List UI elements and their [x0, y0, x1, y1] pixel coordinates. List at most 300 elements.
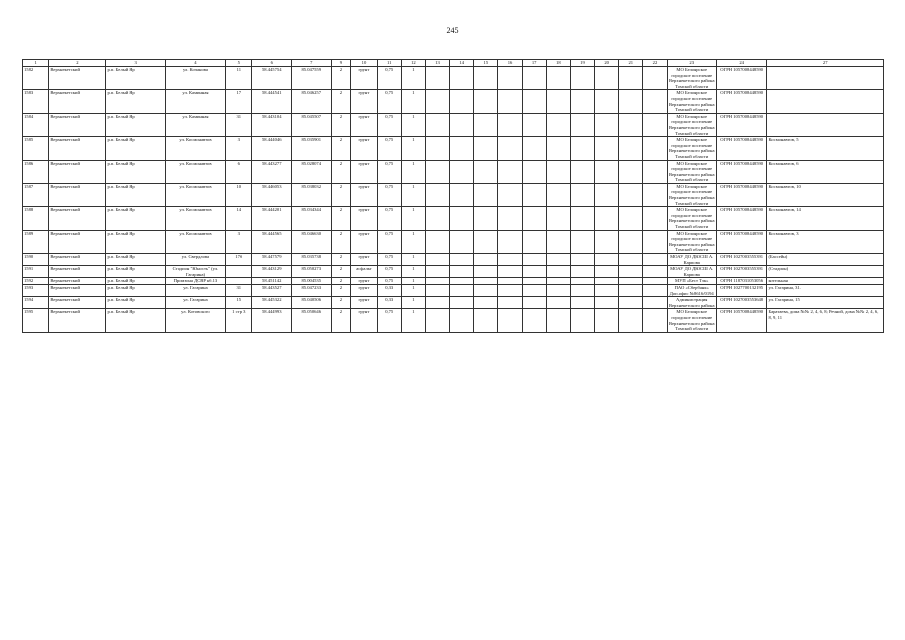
empty-cell: [474, 90, 498, 113]
cell-district: Верхнекетский: [49, 207, 106, 230]
empty-cell: [643, 266, 667, 278]
cell-surface: грунт: [351, 160, 377, 183]
empty-cell: [474, 278, 498, 285]
cell-ogrn: ОГРН 1027003553648: [716, 297, 767, 309]
cell-source: котельная: [767, 278, 884, 285]
cell-source: [767, 90, 884, 113]
empty-cell: [450, 230, 474, 253]
cell-ogrn: ОГРН 1057008448590: [716, 183, 767, 206]
column-header: 15: [474, 60, 498, 67]
cell-lat: 58.443129: [252, 266, 292, 278]
cell-owner: МО Белоярское городское поселение Верхнекетского района Томской области: [668, 183, 715, 206]
empty-cell: [522, 309, 546, 332]
empty-cell: [474, 297, 498, 309]
cell-lat: 58.451142: [252, 278, 292, 285]
cell-settlement: р.п. Белый Яр: [106, 230, 165, 253]
cell-n: 1586: [23, 160, 49, 183]
empty-cell: [450, 309, 474, 332]
empty-cell: [595, 207, 619, 230]
cell-area: 0,75: [377, 309, 401, 332]
header-row: [23, 60, 884, 67]
cell-district: Верхнекетский: [49, 284, 106, 296]
column-header: 22: [643, 60, 667, 67]
cell-n: 1595: [23, 309, 49, 332]
cell-lon: 85.040506: [292, 297, 332, 309]
cell-lat: 58.446053: [252, 183, 292, 206]
cell-owner: ПАО «Сбербанк» Доп.офис №8616/0194: [667, 284, 716, 296]
empty-cell: [450, 90, 474, 113]
empty-cell: [498, 284, 522, 296]
empty-cell: [425, 254, 449, 266]
cell-n: 1591: [23, 266, 49, 278]
cell-district: Верхнекетский: [49, 297, 106, 309]
empty-cell: [546, 90, 570, 113]
empty-cell: [570, 183, 594, 206]
cell-source: [767, 67, 884, 90]
cell-surface: грунт: [351, 67, 377, 90]
empty-cell: [522, 160, 546, 183]
empty-cell: [474, 183, 498, 206]
cell-district: Верхнекетский: [49, 230, 106, 253]
column-header: 21: [619, 60, 643, 67]
cell-source: (Бассейн): [767, 254, 884, 266]
empty-cell: [595, 137, 619, 160]
empty-cell: [425, 160, 449, 183]
empty-cell: [595, 160, 619, 183]
empty-cell: [643, 309, 667, 332]
empty-cell: [498, 254, 522, 266]
empty-cell: [570, 284, 594, 296]
cell-count: 2: [331, 278, 351, 285]
cell-settlement: р.п. Белый Яр: [106, 297, 165, 309]
cell-street: ул. Каминная: [165, 113, 225, 136]
cell-lon: 85.047559: [292, 67, 332, 90]
empty-cell: [570, 207, 594, 230]
column-header: 17: [522, 60, 546, 67]
empty-cell: [595, 297, 619, 309]
empty-cell: [498, 113, 522, 136]
cell-surface: асфальт: [351, 266, 377, 278]
empty-cell: [619, 278, 643, 285]
cell-owner: МОАУ ДО ДЮСШ А. Карпова: [667, 254, 716, 266]
empty-cell: [643, 90, 667, 113]
cell-source: Космонавтов, 14: [767, 207, 884, 230]
cell-source: Космонавтов, 10: [767, 183, 884, 206]
cell-surface: грунт: [351, 254, 377, 266]
cell-count: 2: [331, 90, 351, 113]
empty-cell: [595, 230, 619, 253]
cell-area: 0,75: [377, 207, 401, 230]
empty-cell: [450, 278, 474, 285]
cell-district: Верхнекетский: [49, 254, 106, 266]
cell-lon: 85.035901: [292, 137, 332, 160]
cell-cont: 1: [401, 266, 425, 278]
empty-cell: [474, 266, 498, 278]
cell-cont: 1: [401, 207, 425, 230]
cell-source: ул. Гагарина, 15: [767, 297, 884, 309]
cell-owner: МО Белоярское городское поселение Верхнекетского района Томской области: [668, 160, 715, 183]
cell-owner: МО Белоярское городское поселение Верхнекетского района Томской области: [668, 309, 715, 332]
cell-lat: 58.443104: [252, 113, 292, 136]
cell-cont: 1: [401, 183, 425, 206]
cell-settlement: р.п. Белый Яр: [106, 254, 165, 266]
empty-cell: [619, 207, 643, 230]
empty-cell: [498, 309, 522, 332]
empty-cell: [546, 254, 570, 266]
cell-house: 3: [226, 230, 252, 253]
empty-cell: [570, 266, 594, 278]
cell-area: 0,33: [377, 297, 401, 309]
empty-cell: [570, 137, 594, 160]
cell-street: ул. Каминная: [165, 90, 225, 113]
empty-cell: [425, 90, 449, 113]
empty-cell: [643, 160, 667, 183]
empty-cell: [546, 284, 570, 296]
empty-cell: [619, 67, 643, 90]
empty-cell: [522, 284, 546, 296]
empty-cell: [643, 278, 667, 285]
cell-house: 3: [226, 137, 252, 160]
cell-n: 1585: [23, 137, 49, 160]
empty-cell: [546, 278, 570, 285]
empty-cell: [570, 90, 594, 113]
column-header: 10: [351, 60, 377, 67]
cell-lon: 85.046257: [292, 90, 332, 113]
empty-cell: [425, 230, 449, 253]
cell-house: 17б: [226, 254, 252, 266]
cell-cont: 1: [401, 90, 425, 113]
table-row: [23, 113, 884, 136]
empty-cell: [546, 297, 570, 309]
cell-house: 31: [226, 284, 252, 296]
empty-cell: [595, 266, 619, 278]
cell-owner: МО Белоярское городское поселение Верхнекетского района Томской области: [668, 230, 715, 253]
column-header: 13: [425, 60, 449, 67]
cell-lat: 58.447579: [252, 254, 292, 266]
empty-cell: [619, 266, 643, 278]
table-row: [23, 266, 884, 278]
cell-settlement: р.п. Белый Яр: [106, 309, 165, 332]
empty-cell: [474, 284, 498, 296]
column-header: 12: [401, 60, 425, 67]
empty-cell: [522, 137, 546, 160]
cell-ogrn: ОГРН 1057008448590: [716, 90, 767, 113]
column-header: 27: [767, 60, 884, 67]
column-header: 4: [165, 60, 225, 67]
table-row: [23, 297, 884, 309]
cell-source: [767, 113, 884, 136]
cell-count: 2: [331, 284, 351, 296]
table-row: [23, 284, 884, 296]
empty-cell: [450, 207, 474, 230]
empty-cell: [595, 254, 619, 266]
empty-cell: [425, 67, 449, 90]
empty-cell: [546, 266, 570, 278]
empty-cell: [619, 297, 643, 309]
empty-cell: [595, 90, 619, 113]
empty-cell: [474, 160, 498, 183]
cell-lon: 85.047233: [292, 284, 332, 296]
cell-area: 0,75: [377, 230, 401, 253]
column-header: 7: [292, 60, 332, 67]
cell-lon: 85.028074: [292, 160, 332, 183]
cell-owner: Администрация Верхнекетского района: [668, 297, 715, 308]
cell-cont: 1: [401, 160, 425, 183]
cell-surface: грунт: [351, 183, 377, 206]
table-row: [23, 183, 884, 206]
cell-owner: МО Белоярское городское поселение Верхнекетского района Томской области: [668, 207, 715, 230]
empty-cell: [619, 230, 643, 253]
cell-count: 2: [331, 67, 351, 90]
cell-lat: 58.444993: [252, 309, 292, 332]
cell-lon: 85.038032: [292, 183, 332, 206]
column-header: 18: [546, 60, 570, 67]
cell-area: 0,75: [377, 278, 401, 285]
cell-count: 2: [331, 183, 351, 206]
empty-cell: [619, 284, 643, 296]
cell-lat: 58.445322: [252, 297, 292, 309]
table-row: [23, 254, 884, 266]
registry-table: [22, 59, 884, 333]
cell-cont: 1: [401, 137, 425, 160]
table-row: [23, 309, 884, 332]
table-row: [23, 137, 884, 160]
empty-cell: [595, 278, 619, 285]
cell-source: (Стадион): [767, 266, 884, 278]
cell-count: 2: [331, 207, 351, 230]
cell-area: 0,75: [377, 113, 401, 136]
cell-street: ул. Космонавтов: [165, 183, 225, 206]
column-header: 6: [252, 60, 292, 67]
cell-house: [226, 278, 252, 285]
empty-cell: [425, 207, 449, 230]
cell-settlement: р.п. Белый Яр: [106, 207, 165, 230]
cell-area: 0,75: [377, 266, 401, 278]
column-header: 9: [331, 60, 351, 67]
empty-cell: [546, 160, 570, 183]
cell-count: 2: [331, 113, 351, 136]
cell-street: ул. Котовского: [165, 309, 225, 332]
empty-cell: [546, 67, 570, 90]
cell-street: ул. Космонавтов: [165, 230, 225, 253]
table-row: [23, 67, 884, 90]
cell-surface: грунт: [351, 90, 377, 113]
empty-cell: [522, 113, 546, 136]
cell-count: 2: [331, 309, 351, 332]
cell-n: 1594: [23, 297, 49, 309]
cell-source: Баратаева, дома №№ 2, 4, 6, 8; Речной, дома №№ 2, 4, 6, 8, 9, 11: [767, 309, 884, 332]
empty-cell: [450, 297, 474, 309]
cell-district: Верхнекетский: [49, 67, 106, 90]
cell-street: ул. Космонавтов: [165, 207, 225, 230]
empty-cell: [450, 183, 474, 206]
cell-ogrn: ОГРН 1027700132195: [716, 284, 767, 296]
cell-house: 11: [226, 67, 252, 90]
cell-settlement: р.п. Белый Яр: [106, 67, 165, 90]
empty-cell: [474, 113, 498, 136]
empty-cell: [570, 297, 594, 309]
cell-count: 2: [331, 230, 351, 253]
cell-owner: МОАУ ДО ДЮСШ А. Карпова: [667, 266, 716, 278]
cell-owner: МО Белоярское городское поселение Верхнекетского района Томской области: [668, 90, 715, 113]
column-header: 11: [377, 60, 401, 67]
cell-ogrn: ОГРН 1187031053056: [716, 278, 767, 285]
cell-lat: 58.443277: [252, 160, 292, 183]
empty-cell: [522, 266, 546, 278]
empty-cell: [474, 254, 498, 266]
cell-surface: грунт: [351, 113, 377, 136]
cell-district: Верхнекетский: [49, 90, 106, 113]
empty-cell: [522, 207, 546, 230]
cell-street: ул. Космонавтов: [165, 160, 225, 183]
empty-cell: [498, 207, 522, 230]
cell-surface: грунт: [351, 284, 377, 296]
cell-lat: 58.444046: [252, 137, 292, 160]
cell-cont: 1: [401, 67, 425, 90]
column-header: 16: [498, 60, 522, 67]
table-row: [23, 278, 884, 285]
cell-n: 1587: [23, 183, 49, 206]
cell-settlement: р.п. Белый Яр: [106, 284, 165, 296]
empty-cell: [474, 137, 498, 160]
empty-cell: [425, 137, 449, 160]
cell-settlement: р.п. Белый Яр: [106, 113, 165, 136]
cell-house: 31: [226, 113, 252, 136]
empty-cell: [643, 113, 667, 136]
cell-surface: грунт: [351, 137, 377, 160]
cell-ogrn: ОГРН 1057008448590: [716, 207, 767, 230]
cell-source: Космонавтов, 3: [767, 230, 884, 253]
empty-cell: [498, 266, 522, 278]
cell-street: ул. Кочанова: [165, 67, 225, 90]
empty-cell: [546, 137, 570, 160]
empty-cell: [522, 90, 546, 113]
empty-cell: [570, 160, 594, 183]
cell-count: 2: [331, 254, 351, 266]
cell-lon: 85.050646: [292, 309, 332, 332]
column-header: 1: [23, 60, 49, 67]
empty-cell: [570, 309, 594, 332]
empty-cell: [643, 254, 667, 266]
cell-lon: 85.004535: [292, 278, 332, 285]
cell-district: Верхнекетский: [49, 183, 106, 206]
cell-cont: 1: [401, 230, 425, 253]
empty-cell: [643, 183, 667, 206]
empty-cell: [498, 278, 522, 285]
empty-cell: [450, 160, 474, 183]
cell-street: ул. Свердлова: [165, 254, 225, 266]
column-header: 3: [106, 60, 165, 67]
empty-cell: [619, 183, 643, 206]
empty-cell: [643, 67, 667, 90]
empty-cell: [522, 183, 546, 206]
empty-cell: [498, 160, 522, 183]
cell-ogrn: ОГРН 1057008448590: [716, 309, 767, 332]
cell-house: [226, 266, 252, 278]
empty-cell: [570, 67, 594, 90]
cell-source: Космонавтов, 5: [767, 137, 884, 160]
empty-cell: [522, 67, 546, 90]
empty-cell: [619, 90, 643, 113]
cell-ogrn: ОГРН 1057008448590: [716, 230, 767, 253]
column-header: 20: [595, 60, 619, 67]
cell-house: 14: [226, 207, 252, 230]
cell-area: 0,33: [377, 284, 401, 296]
empty-cell: [619, 254, 643, 266]
cell-surface: грунт: [351, 230, 377, 253]
empty-cell: [595, 67, 619, 90]
cell-source: ул. Гагарина, 31.: [767, 284, 884, 296]
cell-n: 1583: [23, 90, 49, 113]
cell-ogrn: ОГРН 1057008448590: [716, 113, 767, 136]
table-row: [23, 160, 884, 183]
column-header: 14: [450, 60, 474, 67]
empty-cell: [474, 67, 498, 90]
cell-cont: 1: [401, 284, 425, 296]
cell-district: Верхнекетский: [49, 266, 106, 278]
cell-settlement: р.п. Белый Яр: [106, 266, 165, 278]
empty-cell: [570, 278, 594, 285]
cell-cont: 1: [401, 297, 425, 309]
empty-cell: [595, 309, 619, 332]
empty-cell: [595, 284, 619, 296]
cell-count: 2: [331, 160, 351, 183]
cell-n: 1590: [23, 254, 49, 266]
cell-house: 1 стр 3: [226, 309, 252, 332]
cell-n: 1593: [23, 284, 49, 296]
cell-ogrn: ОГРН 1027003555391: [716, 266, 767, 278]
cell-lat: 58.443527: [252, 284, 292, 296]
cell-owner: МО Белоярское городское поселение Верхнекетского района Томской области: [668, 67, 715, 89]
cell-settlement: р.п. Белый Яр: [106, 90, 165, 113]
cell-count: 2: [331, 137, 351, 160]
empty-cell: [425, 284, 449, 296]
cell-settlement: р.п. Белый Яр: [106, 278, 165, 285]
cell-area: 0,75: [377, 160, 401, 183]
cell-owner: МО Белоярское городское поселение Верхнекетского района Томской области: [668, 137, 715, 159]
table-row: [23, 207, 884, 230]
column-header: 2: [49, 60, 106, 67]
table-row: [23, 90, 884, 113]
cell-surface: грунт: [351, 309, 377, 332]
empty-cell: [425, 266, 449, 278]
cell-district: Верхнекетский: [49, 137, 106, 160]
cell-street: Промзона ДСВР кб.13: [165, 278, 225, 285]
cell-settlement: р.п. Белый Яр: [106, 137, 165, 160]
cell-street: ул. Гагарина: [165, 284, 225, 296]
cell-lat: 58.445754: [252, 67, 292, 90]
cell-n: 1582: [23, 67, 49, 90]
empty-cell: [546, 183, 570, 206]
empty-cell: [595, 113, 619, 136]
empty-cell: [522, 230, 546, 253]
cell-lat: 58.444565: [252, 230, 292, 253]
column-header: 23: [667, 60, 716, 67]
empty-cell: [425, 309, 449, 332]
empty-cell: [546, 113, 570, 136]
cell-count: 2: [331, 297, 351, 309]
cell-ogrn: ОГРН 1057008448590: [716, 160, 767, 183]
empty-cell: [450, 254, 474, 266]
empty-cell: [546, 207, 570, 230]
cell-house: 10: [226, 183, 252, 206]
cell-n: 1592: [23, 278, 49, 285]
cell-surface: грунт: [351, 297, 377, 309]
cell-lon: 85.045507: [292, 113, 332, 136]
cell-area: 0,75: [377, 254, 401, 266]
cell-cont: 1: [401, 278, 425, 285]
cell-house: 15: [226, 297, 252, 309]
